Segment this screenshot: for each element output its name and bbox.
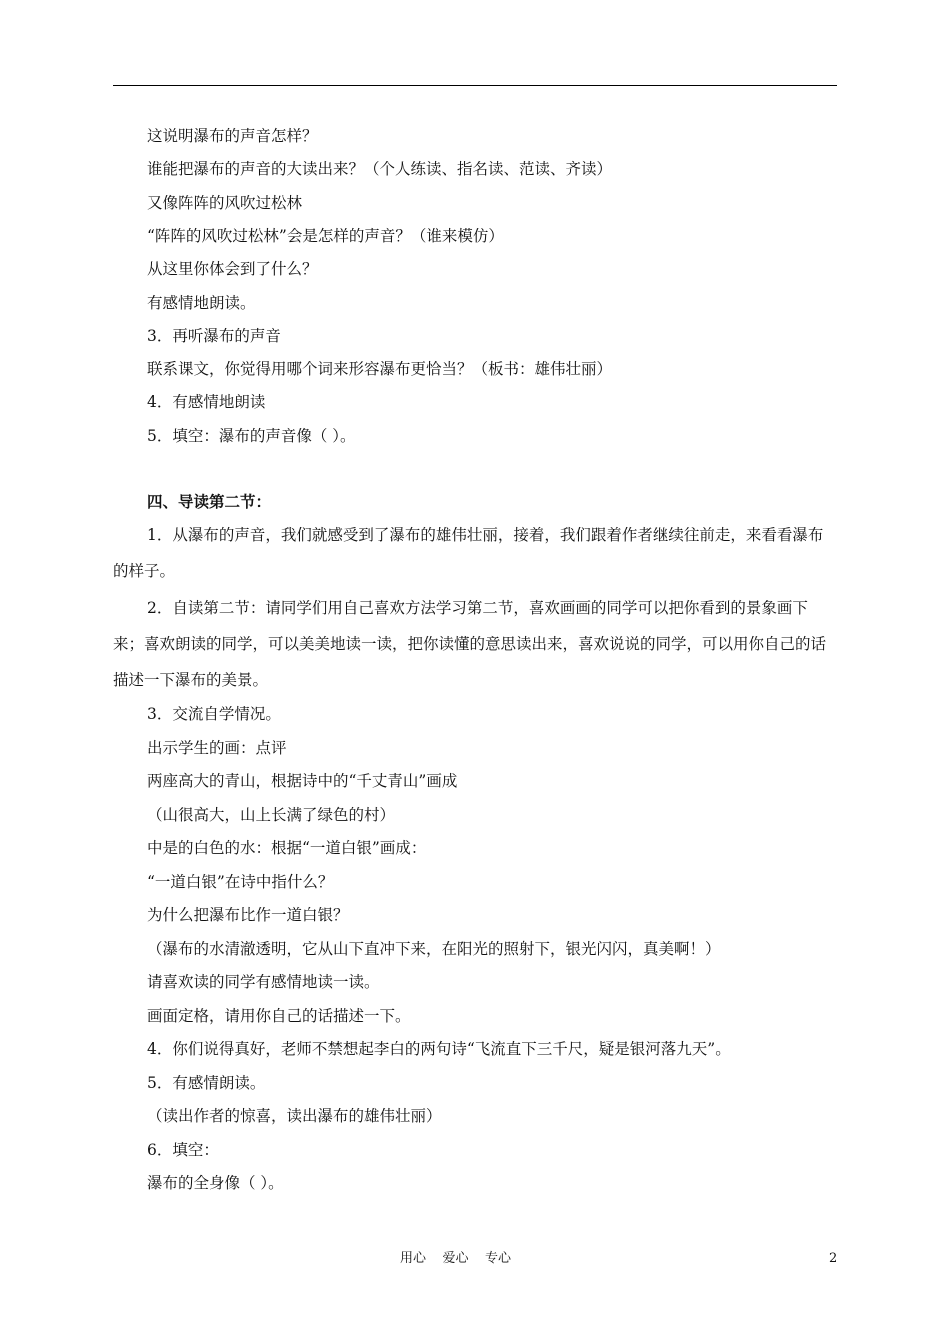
text-line: 5．有感情朗读。: [147, 1074, 266, 1092]
text-line: 6．填空：: [147, 1141, 219, 1159]
text-line: 有感情地朗读。: [147, 294, 256, 312]
text-line: 两座高大的青山，根据诗中的“千丈青山”画成: [147, 772, 458, 790]
text-line: 联系课文，你觉得用哪个词来形容瀑布更恰当？（板书：雄伟壮丽）: [147, 360, 613, 378]
text-line: 3．交流自学情况。: [147, 705, 281, 723]
text-line: （读出作者的惊喜，读出瀑布的雄伟壮丽）: [147, 1107, 442, 1125]
paragraph: 2．自读第二节：请同学们用自己喜欢方法学习第二节，喜欢画画的同学可以把你看到的景象画下来；喜欢朗读的同学，可以美美地读一读，把你读懂的意思读出来，喜欢说说的同学，可以用你自己的话描述一下瀑布的美景。: [113, 599, 827, 689]
text-line: 3．再听瀑布的声音: [147, 327, 281, 345]
text-line: 谁能把瀑布的声音的大读出来？（个人练读、指名读、范读、齐读）: [147, 160, 613, 178]
section-heading: 四、导读第二节：: [147, 492, 272, 511]
text-line: 画面定格，请用你自己的话描述一下。: [147, 1007, 411, 1025]
text-line: “一道白银”在诗中指什么？: [147, 873, 334, 891]
text-line: 4．你们说得真好，老师不禁想起李白的两句诗“飞流直下三千尺，疑是银河落九天”。: [147, 1040, 731, 1058]
text-line: 中是的白色的水：根据“一道白银”画成：: [147, 839, 427, 857]
paragraph: 1．从瀑布的声音，我们就感受到了瀑布的雄伟壮丽，接着，我们跟着作者继续往前走，来看看瀑布的样子。: [113, 526, 824, 580]
text-line: 出示学生的画：点评: [147, 739, 287, 757]
text-line: 从这里你体会到了什么？: [147, 260, 318, 278]
text-line: 4．有感情地朗读: [147, 393, 266, 411]
text-line: 5．填空：瀑布的声音像（ ）。: [147, 427, 356, 445]
page-number: 2: [829, 1251, 838, 1266]
text-line: （山很高大，山上长满了绿色的村）: [147, 806, 396, 824]
text-line: 请喜欢读的同学有感情地读一读。: [147, 973, 380, 991]
text-line: 这说明瀑布的声音怎样？: [147, 127, 318, 145]
header-rule: [113, 85, 837, 86]
text-line: 为什么把瀑布比作一道白银？: [147, 906, 349, 924]
text-line: 又像阵阵的风吹过松林: [147, 194, 303, 212]
text-line: 瀑布的全身像（ ）。: [147, 1174, 284, 1192]
text-line: “阵阵的风吹过松林”会是怎样的声音？（谁来模仿）: [147, 227, 504, 245]
text-line: （瀑布的水清澈透明，它从山下直冲下来，在阳光的照射下，银光闪闪，真美啊！）: [147, 940, 721, 958]
footer-motto: 用心 爱心 专心: [400, 1251, 512, 1266]
